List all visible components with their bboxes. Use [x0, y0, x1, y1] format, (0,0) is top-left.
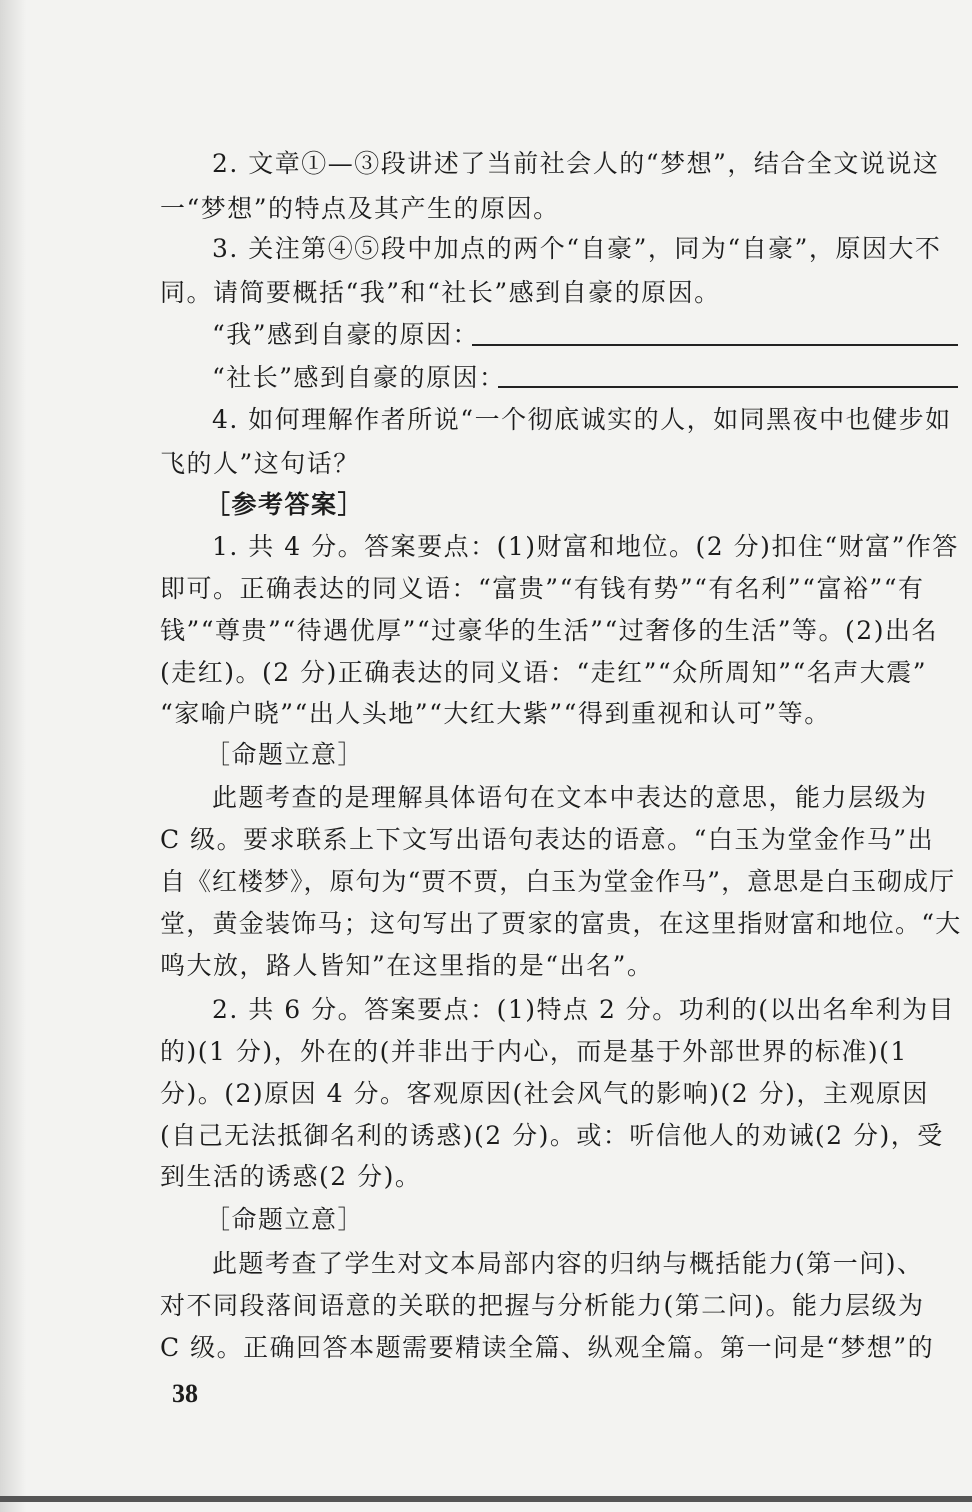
intent-heading-1: ［命题立意］ [205, 740, 365, 769]
question-3-line-1: 3. 关注第④⑤段中加点的两个“自豪”，同为“自豪”，原因大不 [212, 234, 942, 263]
answer-blank-me[interactable] [472, 344, 958, 346]
answer-2-line-1: 2. 共 6 分。答案要点：(1)特点 2 分。功利的(以出名牟利为目 [212, 995, 956, 1024]
question-4-line-1: 4. 如何理解作者所说“一个彻底诚实的人，如同黑夜中也健步如 [212, 405, 952, 434]
question-4-line-2: 飞的人”这句话？ [160, 449, 360, 478]
answer-1-line-2: 即可。正确表达的同义语：“富贵”“有钱有势”“有名利”“富裕”“有 [160, 574, 925, 603]
answer-prompt-president: “社长”感到自豪的原因： [212, 363, 506, 392]
intent-2-line-3: C 级。正确回答本题需要精读全篇、纵观全篇。第一问是“梦想”的 [160, 1333, 935, 1362]
question-2-line-2: 一“梦想”的特点及其产生的原因。 [160, 194, 560, 223]
answer-1-line-3: 钱”“尊贵”“待遇优厚”“过豪华的生活”“过奢侈的生活”等。(2)出名 [160, 616, 938, 645]
answer-prompt-me: “我”感到自豪的原因： [212, 320, 480, 349]
question-3-line-2: 同。请简要概括“我”和“社长”感到自豪的原因。 [160, 278, 721, 307]
intent-2-line-2: 对不同段落间语意的关联的把握与分析能力(第二问)。能力层级为 [160, 1291, 925, 1320]
reference-answer-heading: ［参考答案］ [205, 490, 365, 519]
answer-1-line-1: 1. 共 4 分。答案要点：(1)财富和地位。(2 分)扣住“财富”作答 [212, 532, 959, 561]
question-2-line-1: 2. 文章①—③段讲述了当前社会人的“梦想”，结合全文说说这 [212, 149, 940, 178]
intent-1-line-4: 堂，黄金装饰马；这句写出了贾家的富贵，在这里指财富和地位。“大 [160, 909, 962, 938]
intent-1-line-5: 鸣大放，路人皆知”在这里指的是“出名”。 [160, 951, 654, 980]
answer-2-line-4: (自己无法抵御名利的诱惑)(2 分)。或：听信他人的劝诫(2 分)，受 [160, 1121, 944, 1150]
answer-1-line-4: (走红)。(2 分)正确表达的同义语：“走红”“众所周知”“名声大震” [160, 658, 928, 687]
answer-2-line-3: 分)。(2)原因 4 分。客观原因(社会风气的影响)(2 分)，主观原因 [160, 1079, 929, 1108]
intent-1-line-1: 此题考查的是理解具体语句在文本中表达的意思，能力层级为 [212, 783, 928, 812]
answer-1-line-5: “家喻户晓”“出人头地”“大红大紫”“得到重视和认可”等。 [160, 699, 831, 728]
answer-2-line-5: 到生活的诱惑(2 分)。 [160, 1162, 422, 1191]
answer-blank-president[interactable] [498, 386, 958, 388]
intent-2-line-1: 此题考查了学生对文本局部内容的归纳与概括能力(第一问)、 [212, 1249, 924, 1278]
answer-2-line-2: 的)(1 分)，外在的(并非出于内心，而是基于外部世界的标准)(1 [160, 1037, 908, 1066]
intent-1-line-3: 自《红楼梦》，原句为“贾不贾，白玉为堂金作马”，意思是白玉砌成厅 [160, 867, 956, 896]
bottom-edge-rule [0, 1496, 972, 1502]
page-number: 38 [172, 1379, 198, 1408]
intent-heading-2: ［命题立意］ [205, 1205, 365, 1234]
intent-1-line-2: C 级。要求联系上下文写出语句表达的语意。“白玉为堂金作马”出 [160, 825, 935, 854]
page-edge-shadow [0, 0, 26, 1512]
